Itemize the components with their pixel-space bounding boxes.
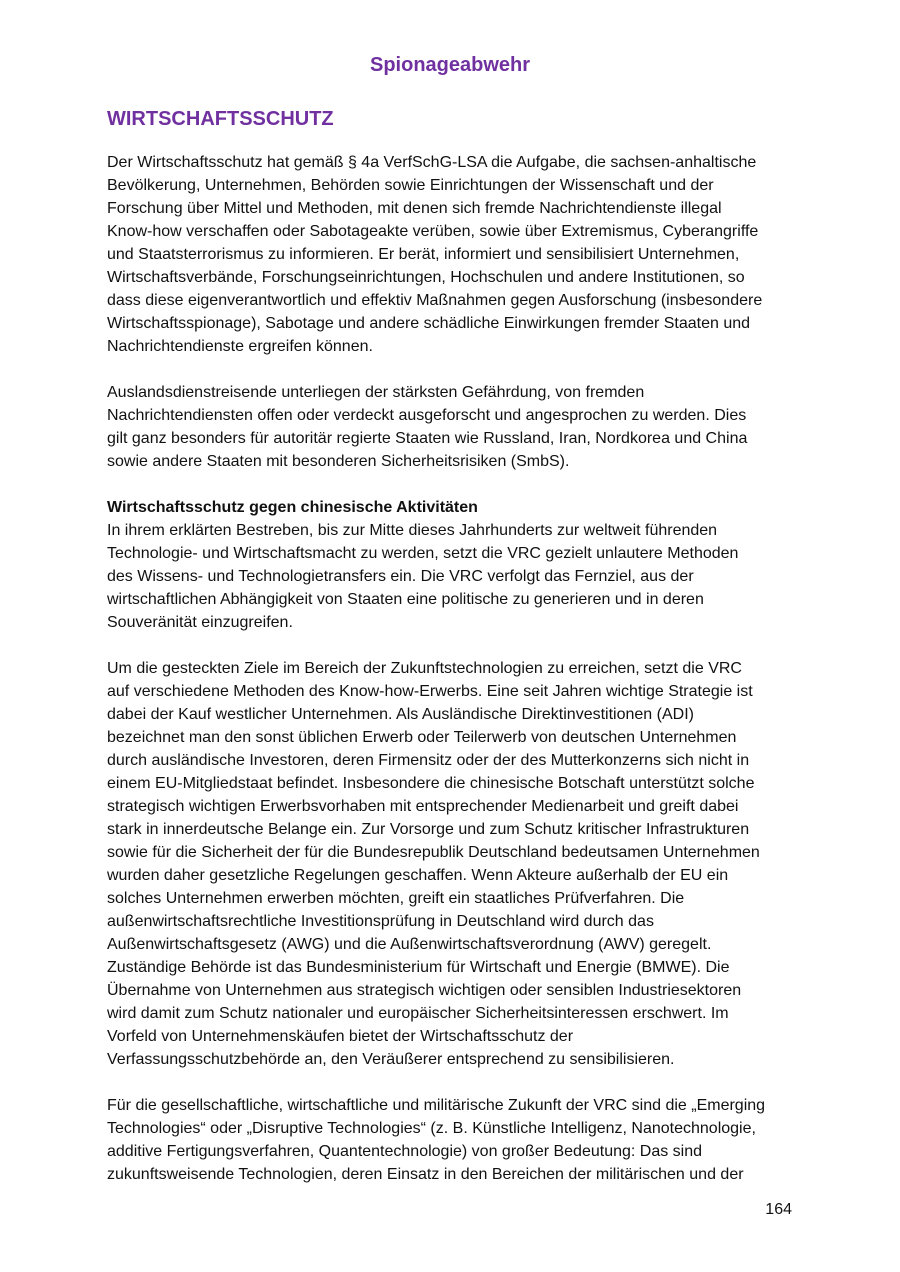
text-line: Wirtschaftsverbände, Forschungseinrichtungen, Hochschulen und andere Institutionen, so xyxy=(107,269,745,286)
page-number: 164 xyxy=(765,1201,792,1218)
paragraph xyxy=(107,381,797,473)
text-line: wurden daher gesetzliche Regelungen geschaffen. Wenn Akteure außerhalb der EU ein xyxy=(107,867,729,884)
text-line: Forschung über Mittel und Methoden, mit denen sich fremde Nachrichtendienste illegal xyxy=(107,200,722,217)
text-line: Bevölkerung, Unternehmen, Behörden sowie Einrichtungen der Wissenschaft und der xyxy=(107,177,714,194)
running-head: Spionageabwehr xyxy=(369,54,531,76)
text-line: durch ausländische Investoren, deren Firmensitz oder der des Mutterkonzerns sich nicht in xyxy=(107,752,750,769)
text-line: sowie für die Sicherheit der für die Bundesrepublik Deutschland bedeutsamen Unternehmen xyxy=(107,844,760,861)
body-text xyxy=(107,151,797,1186)
text-line: Um die gesteckten Ziele im Bereich der Zukunftstechnologien zu erreichen, setzt die VRC xyxy=(107,660,742,677)
text-line: Für die gesellschaftliche, wirtschaftliche und militärische Zukunft der VRC sind die „Emerging xyxy=(107,1097,766,1114)
text-line: außenwirtschaftsrechtliche Investitionsprüfung in Deutschland wird durch das xyxy=(107,913,654,930)
text-line: dass diese eigenverantwortlich und effektiv Maßnahmen gegen Ausforschung (insbesondere xyxy=(107,292,763,309)
text-line: stark in innerdeutsche Belange ein. Zur Vorsorge und zum Schutz kritischer Infrastrukturen xyxy=(107,821,750,838)
text-line: gilt ganz besonders für autoritär regierte Staaten wie Russland, Iran, Nordkorea und China xyxy=(107,430,748,447)
text-line: Technologie- und Wirtschaftsmacht zu werden, setzt die VRC gezielt unlautere Methoden xyxy=(107,545,739,562)
text-line: bezeichnet man den sonst üblichen Erwerb oder Teilerwerb von deutschen Unternehmen xyxy=(107,729,737,746)
page-content xyxy=(107,104,797,1209)
text-line: auf verschiedene Methoden des Know-how-Erwerbs. Eine seit Jahren wichtige Strategie ist xyxy=(107,683,753,700)
text-line: und Staatsterrorismus zu informieren. Er berät, informiert und sensibilisiert Unternehmen, xyxy=(107,246,740,263)
text-line: Know-how verschaffen oder Sabotageakte verüben, sowie über Extremismus, Cyberangriffe xyxy=(107,223,759,240)
subheading: Wirtschaftsschutz gegen chinesische Aktivitäten xyxy=(107,499,478,516)
text-line: Außenwirtschaftsgesetz (AWG) und die Außenwirtschaftsverordnung (AWV) geregelt. xyxy=(107,936,712,953)
text-line: Technologies“ oder „Disruptive Technologies“ (z. B. Künstliche Intelligenz, Nanotechnologie, xyxy=(107,1120,756,1137)
text-line: strategisch wichtigen Erwerbsvorhaben mit entsprechender Medienarbeit und greift dabei xyxy=(107,798,739,815)
paragraph xyxy=(107,657,797,1071)
text-line: einem EU-Mitgliedstaat befindet. Insbesondere die chinesische Botschaft unterstützt solche xyxy=(107,775,755,792)
text-line: solches Unternehmen erwerben möchten, greift ein staatliches Prüfverfahren. Die xyxy=(107,890,685,907)
text-line: Auslandsdienstreisende unterliegen der stärksten Gefährdung, von fremden xyxy=(107,384,645,401)
text-line: Nachrichtendiensten offen oder verdeckt ausgeforscht und angesprochen zu werden. Dies xyxy=(107,407,747,424)
paragraph xyxy=(107,496,797,634)
text-line: Zuständige Behörde ist das Bundesministerium für Wirtschaft und Energie (BMWE). Die xyxy=(107,959,730,976)
text-line: Verfassungsschutzbehörde an, den Veräußerer entsprechend zu sensibilisieren. xyxy=(107,1051,675,1068)
text-line: additive Fertigungsverfahren, Quantentechnologie) von großer Bedeutung: Das sind xyxy=(107,1143,703,1160)
paragraph xyxy=(107,1094,797,1186)
text-line: Der Wirtschaftsschutz hat gemäß § 4a VerfSchG-LSA die Aufgabe, die sachsen-anhaltische xyxy=(107,154,757,171)
text-line: Vorfeld von Unternehmenskäufen bietet der Wirtschaftsschutz der xyxy=(107,1028,574,1045)
text-line: Wirtschaftsspionage), Sabotage und andere schädliche Einwirkungen fremder Staaten und xyxy=(107,315,751,332)
text-line: wird damit zum Schutz nationaler und europäischer Sicherheitsinteressen erschwert. Im xyxy=(107,1005,729,1022)
text-line: sowie andere Staaten mit besonderen Sicherheitsrisiken (SmbS). xyxy=(107,453,570,470)
section-title: WIRTSCHAFTSSCHUTZ xyxy=(107,108,334,130)
text-line: In ihrem erklärten Bestreben, bis zur Mitte dieses Jahrhunderts zur weltweit führenden xyxy=(107,522,718,539)
text-line: Nachrichtendienste ergreifen können. xyxy=(107,338,373,355)
text-line: des Wissens- und Technologietransfers ein. Die VRC verfolgt das Fernziel, aus der xyxy=(107,568,694,585)
text-line: dabei der Kauf westlicher Unternehmen. Als Ausländische Direktinvestitionen (ADI) xyxy=(107,706,694,723)
text-line: Souveränität einzugreifen. xyxy=(107,614,293,631)
text-line: Übernahme von Unternehmen aus strategisch wichtigen oder sensiblen Industriesektoren xyxy=(107,982,742,999)
paragraph xyxy=(107,151,797,358)
text-line: zukunftsweisende Technologien, deren Einsatz in den Bereichen der militärischen und der xyxy=(107,1166,744,1183)
text-line: wirtschaftlichen Abhängigkeit von Staaten eine politische zu generieren und in deren xyxy=(107,591,704,608)
